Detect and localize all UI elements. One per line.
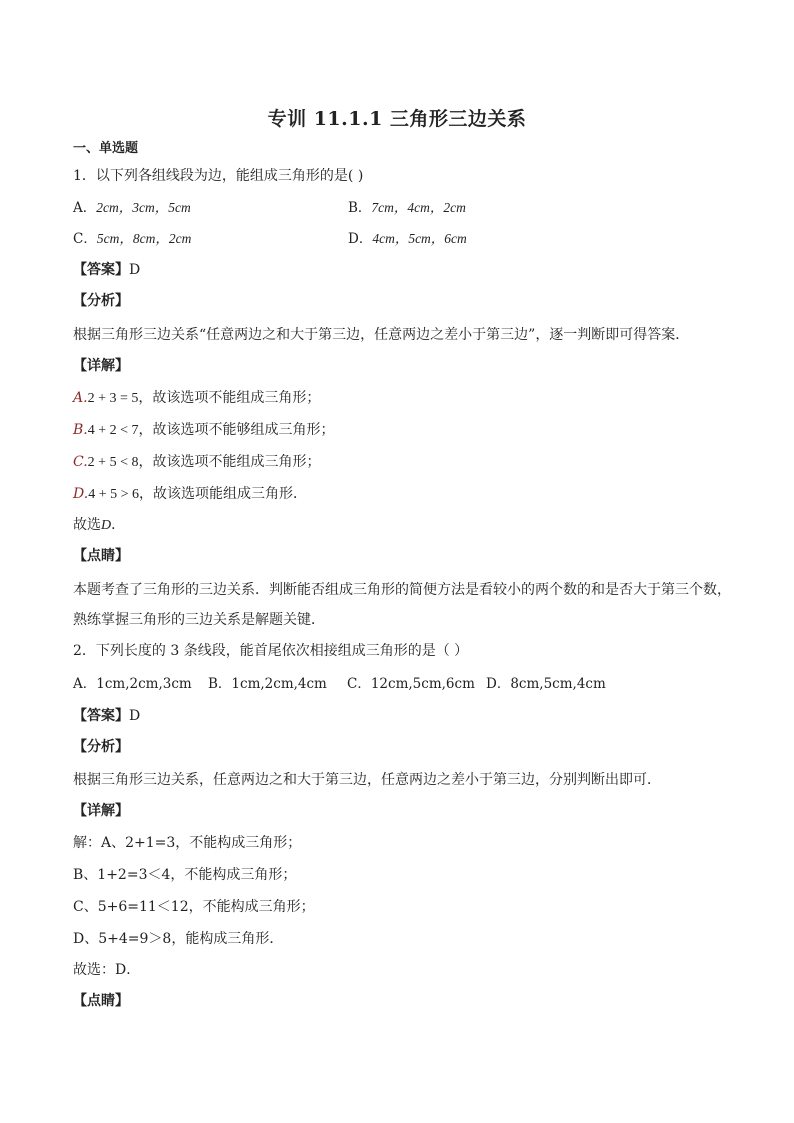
q2-detail-label: 【详解】	[73, 803, 129, 819]
q1-comment-label: 【点睛】	[73, 548, 129, 564]
q2-comment-label: 【点睛】	[73, 993, 129, 1009]
q1-detail-b: B.4 + 2 < 7，故该选项不能够组成三角形；	[73, 422, 335, 438]
q2-detail-a: 解：A、2+1=3，不能构成三角形；	[73, 835, 302, 851]
page-title: 专训 11.1.1 三角形三边关系	[267, 108, 527, 130]
q1-detail-a: A.2 + 3 = 5，故该选项不能组成三角形；	[73, 390, 321, 406]
q1-choose: 故选D．	[73, 517, 126, 533]
q2-analysis-label: 【分析】	[73, 739, 129, 755]
answer-value: D	[129, 262, 141, 278]
q2-option-a: A．1cm,2cm,3cm	[73, 676, 192, 692]
q2-option-c: C．12cm,5cm,6cm	[347, 676, 475, 692]
q1-option-b: B．7cm，4cm，2cm	[348, 200, 466, 216]
q1-detail-c: C.2 + 5 < 8，故该选项不能组成三角形；	[73, 454, 321, 470]
section-heading: 一、单选题	[73, 141, 139, 156]
q2-option-d: D．8cm,5cm,4cm	[486, 676, 606, 692]
q2-choose: 故选：D．	[73, 962, 141, 978]
q1-analysis-text: 根据三角形三边关系“任意两边之和大于第三边，任意两边之差小于第三边”，逐一判断即可得答案．	[73, 327, 690, 343]
answer-label: 【答案】	[73, 708, 129, 724]
q2-stem: 2．下列长度的 3 条线段，能首尾依次相接组成三角形的是（ ）	[73, 643, 469, 659]
q2-detail-b: B、1+2=3＜4，不能构成三角形；	[73, 867, 297, 883]
q1-answer	[73, 261, 140, 279]
q1-comment-line-1: 本题考查了三角形的三边关系．判断能否组成三角形的简便方法是看较小的两个数的和是否大于第三个数，	[73, 582, 731, 598]
q1-option-a: A．2cm，3cm，5cm	[73, 200, 191, 216]
q2-answer	[73, 707, 140, 725]
q1-detail-d: D.4 + 5 > 6，故该选项能组成三角形．	[73, 486, 307, 502]
q1-stem: 1．以下列各组线段为边，能组成三角形的是( )	[73, 168, 364, 184]
q2-detail-c: C、5+6=11＜12，不能构成三角形；	[73, 899, 315, 915]
q1-analysis-label: 【分析】	[73, 293, 129, 309]
q1-option-c: C．5cm，8cm，2cm	[73, 231, 192, 247]
q2-detail-d: D、5+4=9＞8，能构成三角形．	[73, 931, 284, 947]
answer-value: D	[129, 708, 141, 724]
q2-analysis-text: 根据三角形三边关系，任意两边之和大于第三边，任意两边之差小于第三边，分别判断出即可．	[73, 772, 661, 788]
q1-detail-label: 【详解】	[73, 358, 129, 374]
q1-option-d: D．4cm，5cm，6cm	[348, 231, 467, 247]
q1-comment-line-2: 熟练掌握三角形的三边关系是解题关键．	[73, 612, 325, 628]
answer-label: 【答案】	[73, 262, 129, 278]
q2-option-b: B．1cm,2cm,4cm	[208, 676, 327, 692]
